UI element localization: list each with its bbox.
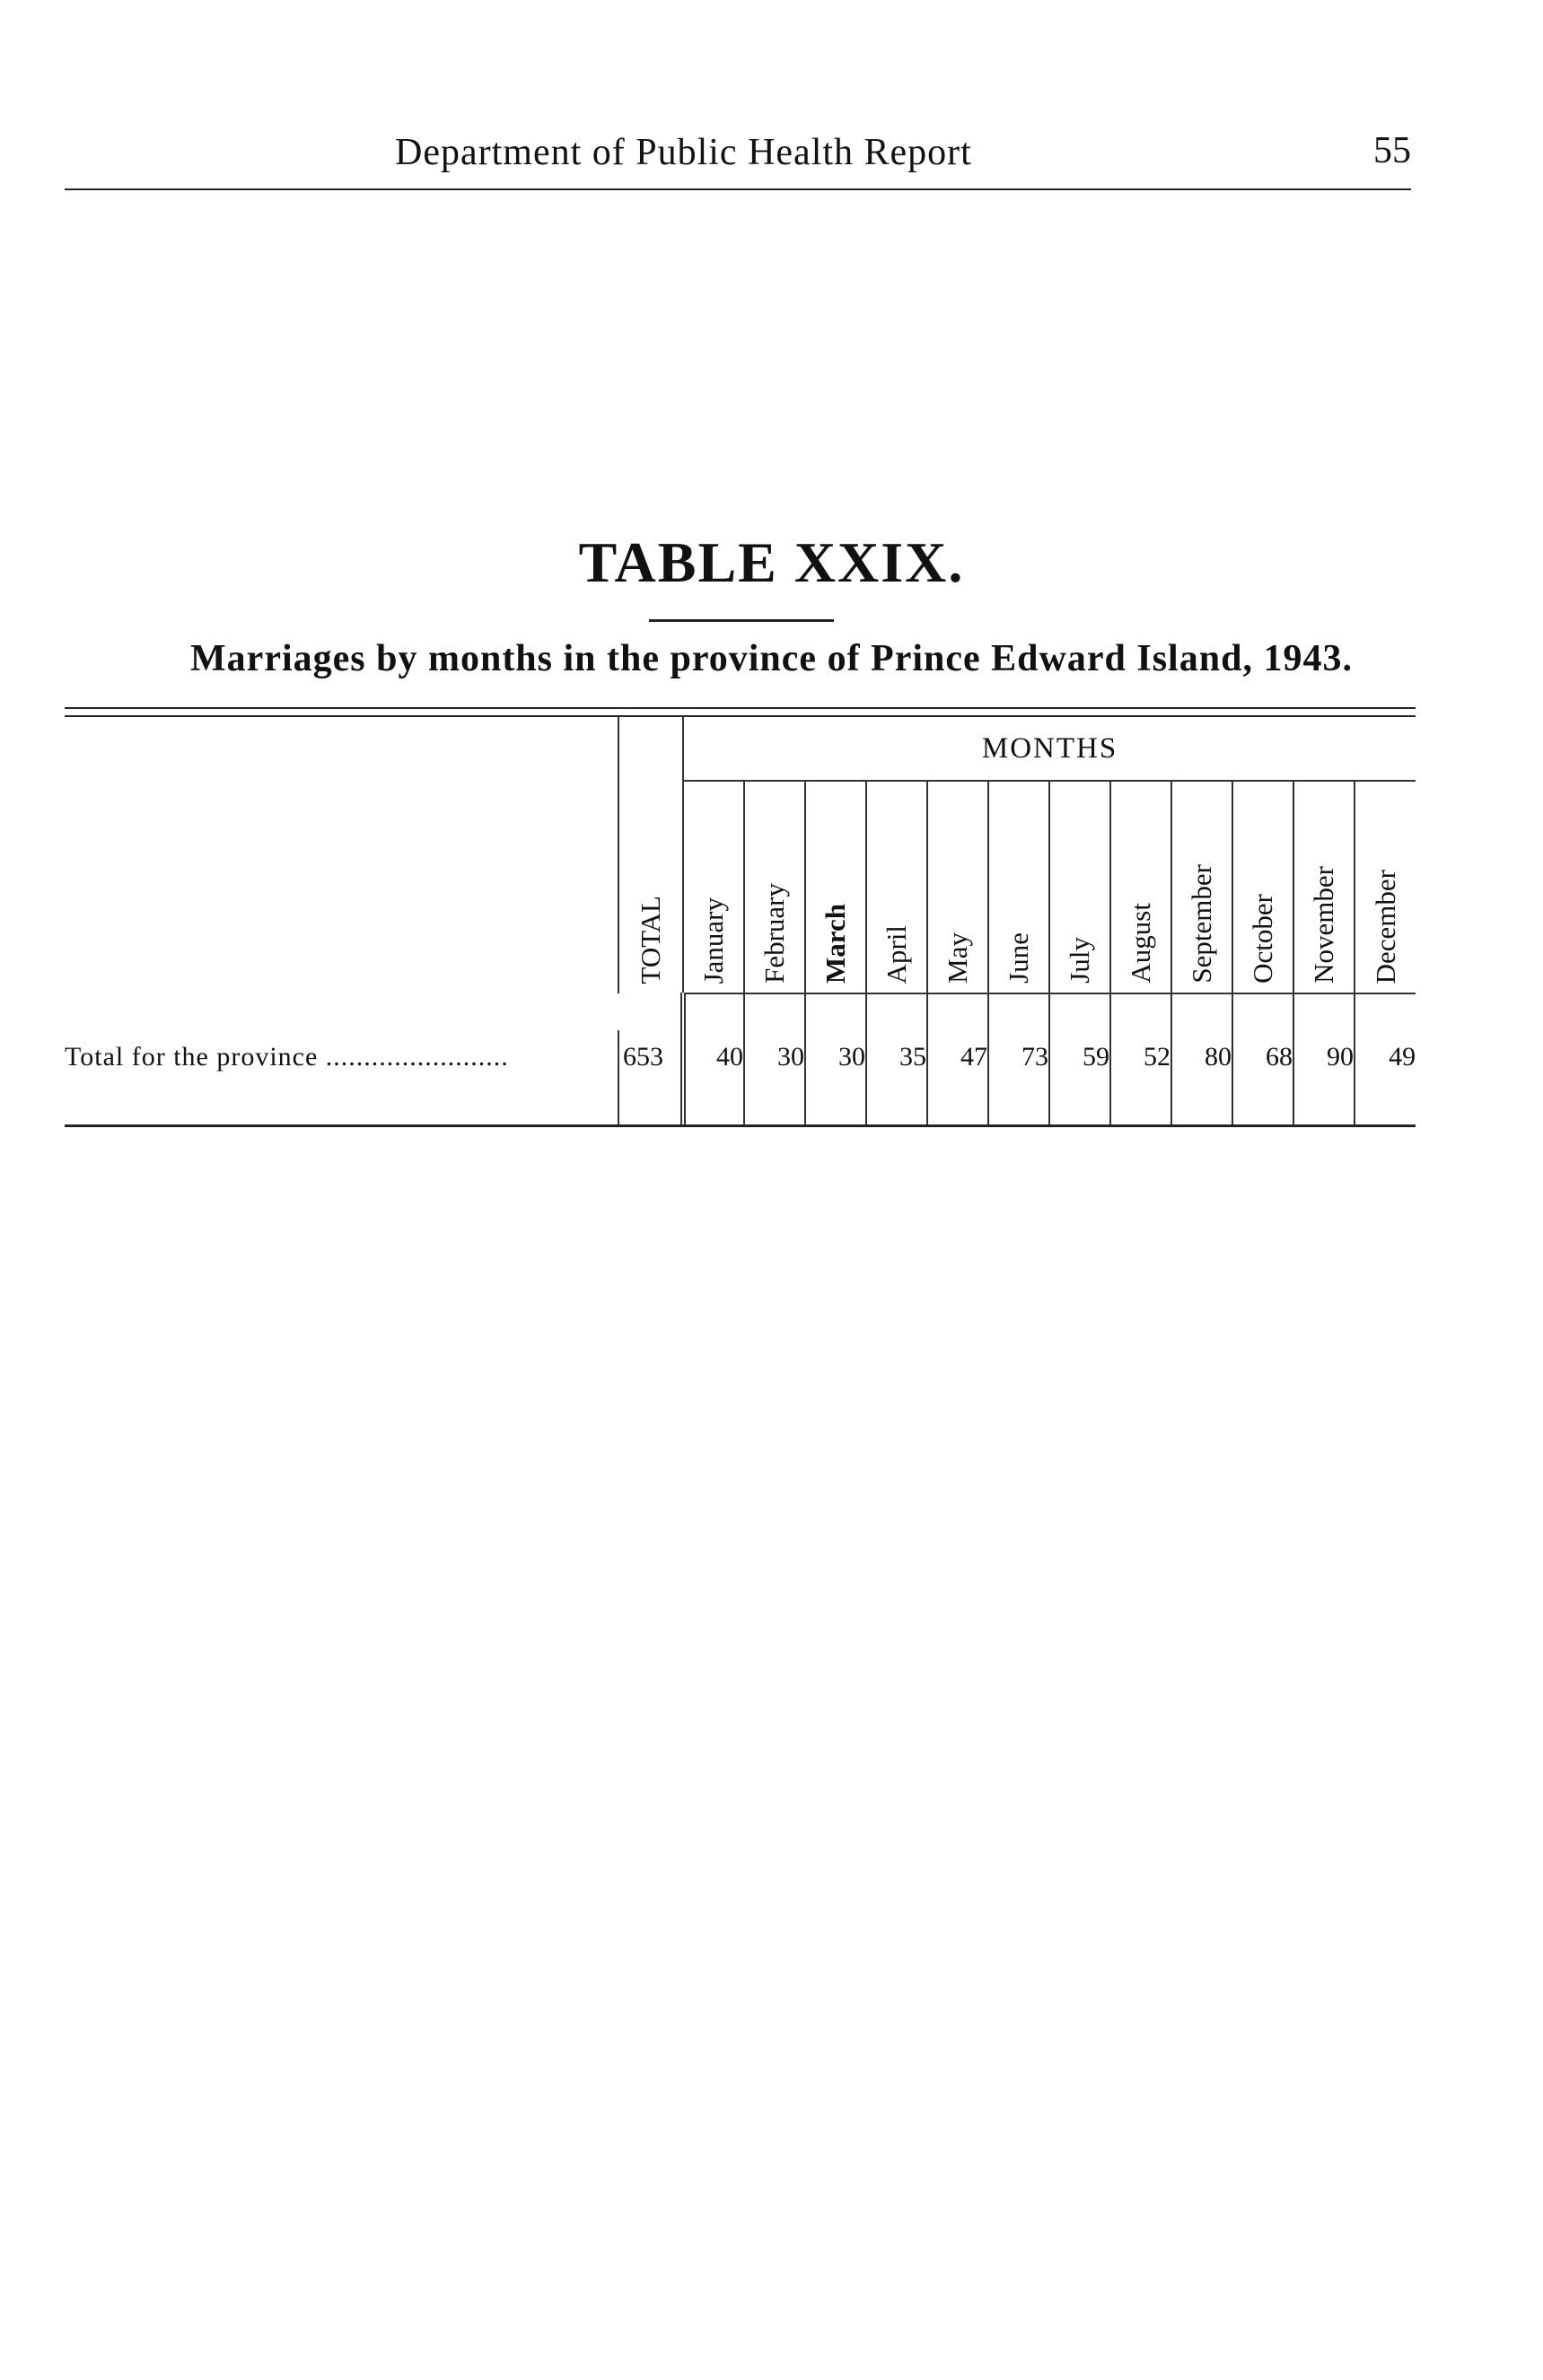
month-header-2 — [805, 781, 866, 993]
table-title: TABLE XXIX. — [578, 530, 965, 594]
month-header-label: November — [1308, 866, 1339, 984]
stub-header — [65, 717, 618, 993]
month-value-cell: 49 — [1389, 1042, 1416, 1072]
row-total: 653 — [618, 1030, 683, 1084]
total-column-header — [618, 717, 683, 993]
running-title: Department of Public Health Report — [395, 132, 972, 173]
month-header-11 — [1355, 781, 1416, 993]
month-value-cell: 47 — [927, 1030, 988, 1084]
month-value-cell: 90 — [1293, 1030, 1355, 1084]
month-header-label: July — [1064, 937, 1095, 984]
month-value-cell: 73 — [988, 1030, 1049, 1084]
month-header-1 — [744, 781, 805, 993]
row-label: Total for the province ........................ — [65, 1030, 618, 1084]
month-header-label: October — [1247, 894, 1278, 984]
total-header-label: TOTAL — [635, 896, 666, 984]
month-header-label: June — [1003, 932, 1034, 984]
month-value-cell: 80 — [1171, 1030, 1232, 1084]
month-value-cell: 68 — [1232, 1030, 1293, 1084]
month-header-6 — [1049, 781, 1110, 993]
month-value-cell: 52 — [1110, 1030, 1171, 1084]
month-header-label: April — [881, 924, 912, 984]
month-header-label: December — [1369, 869, 1401, 984]
month-header-3 — [866, 781, 927, 993]
months-group-header: MONTHS — [683, 717, 1416, 781]
month-header-7 — [1110, 781, 1171, 993]
header-body-gap — [65, 993, 1416, 1030]
page-number: 55 — [1373, 130, 1411, 171]
month-header-4 — [927, 781, 988, 993]
row-trailing-space — [65, 1084, 1416, 1124]
month-header-label: September — [1186, 864, 1217, 984]
title-rule — [649, 619, 834, 622]
table-row — [65, 1030, 1416, 1084]
month-header-label: August — [1125, 903, 1156, 984]
table-top-rule — [65, 707, 1416, 717]
month-header-10 — [1293, 781, 1355, 993]
month-header-8 — [1171, 781, 1232, 993]
data-table — [65, 717, 1416, 1124]
table-bottom-rule — [65, 1124, 1416, 1127]
month-value-cell: 59 — [1049, 1030, 1110, 1084]
table-subtitle: Marriages by months in the province of Prince Edward Island, 1943. — [190, 638, 1353, 679]
month-value-cell: 30 — [744, 1030, 805, 1084]
month-header-label: May — [942, 932, 973, 984]
month-header-label: January — [697, 897, 729, 984]
running-head — [65, 126, 1411, 190]
month-header-5 — [988, 781, 1049, 993]
marriages-table — [65, 707, 1416, 1127]
month-header-label: February — [758, 883, 790, 984]
month-value-cell: 40 — [683, 1030, 744, 1084]
month-header-0 — [683, 781, 744, 993]
month-value-cell: 30 — [805, 1030, 866, 1084]
month-header-9 — [1232, 781, 1293, 993]
month-header-label: March — [820, 904, 851, 984]
month-value-cell: 35 — [866, 1030, 927, 1084]
